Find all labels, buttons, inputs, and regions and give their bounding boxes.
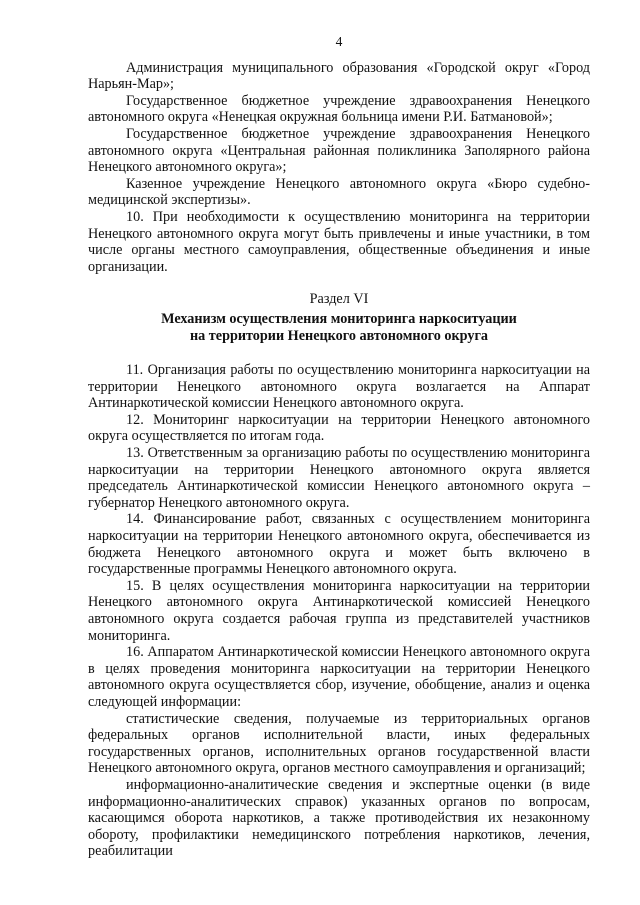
section-title-line: на территории Ненецкого автономного округа: [189, 327, 489, 344]
document-page: [88, 34, 590, 860]
paragraph: Государственное бюджетное учреждение здравоохранения Ненецкого автономного округа «Ненецкая окружная больница имени Р.И. Батмановой»;: [88, 92, 590, 126]
section-title: [88, 311, 590, 344]
paragraph: 12. Мониторинг наркоситуации на территории Ненецкого автономного округа осуществляется по итогам года.: [88, 411, 590, 445]
section-label: Раздел VI: [309, 291, 369, 308]
paragraph: 14. Финансирование работ, связанных с осуществлением мониторинга наркоситуации на территории Ненецкого автономного округа, обеспечивается из бюджета Ненецкого автономного округа и может быть включено в государственные программы Ненецкого автономного округа.: [88, 511, 590, 578]
paragraph: 11. Организация работы по осуществлению мониторинга наркоситуации на территории Ненецкого автономного округа возлагается на Аппарат Антинаркотической комиссии Ненецкого автономного округа.: [88, 362, 590, 412]
paragraph: статистические сведения, получаемые из территориальных органов федеральных органов исполнительной власти, иных федеральных государственных органов, исполнительных органов государственной власти Ненецкого автономного округа, органов местного самоуправления и организаций;: [88, 710, 590, 777]
paragraph: Администрация муниципального образования «Городской округ «Город Нарьян-Мар»;: [88, 59, 590, 93]
paragraph: информационно-аналитические сведения и экспертные оценки (в виде информационно-аналитических справок) указанных органов по вопросам, касающимся оборота наркотиков, а также противодействия их незаконному обороту, профилактики немедицинского потребления наркотиков, лечения, реабилитации: [88, 776, 590, 860]
paragraph: 16. Аппаратом Антинаркотической комиссии Ненецкого автономного округа в целях проведения мониторинга наркоситуации на территории Ненецкого автономного округа осуществляется сбор, изучение, обобщение, анализ и оценка следующей информации:: [88, 644, 590, 710]
paragraph: Казенное учреждение Ненецкого автономного округа «Бюро судебно-медицинской экспертизы».: [88, 175, 590, 209]
paragraph: Государственное бюджетное учреждение здравоохранения Ненецкого автономного округа «Центральная районная поликлиника Заполярного района Ненецкого автономного округа»;: [88, 125, 590, 176]
section-title-line: Механизм осуществления мониторинга наркоситуации: [161, 310, 517, 327]
paragraph: 13. Ответственным за организацию работы по осуществлению мониторинга наркоситуации на территории Ненецкого автономного округа является председатель Антинаркотической комиссии Ненецкого автономного округа – губернатор Ненецкого автономного округа.: [88, 445, 590, 511]
paragraph: 15. В целях осуществления мониторинга наркоситуации на территории Ненецкого автономного округа Антинаркотической комиссией Ненецкого автономного округа создается рабочая группа из представителей участников мониторинга.: [88, 577, 590, 644]
paragraph: 10. При необходимости к осуществлению мониторинга на территории Ненецкого автономного округа могут быть привлечены и иные участники, в том числе органы местного самоуправления, общественные объединения и иные организации.: [88, 208, 590, 275]
page-number: 4: [335, 34, 343, 49]
